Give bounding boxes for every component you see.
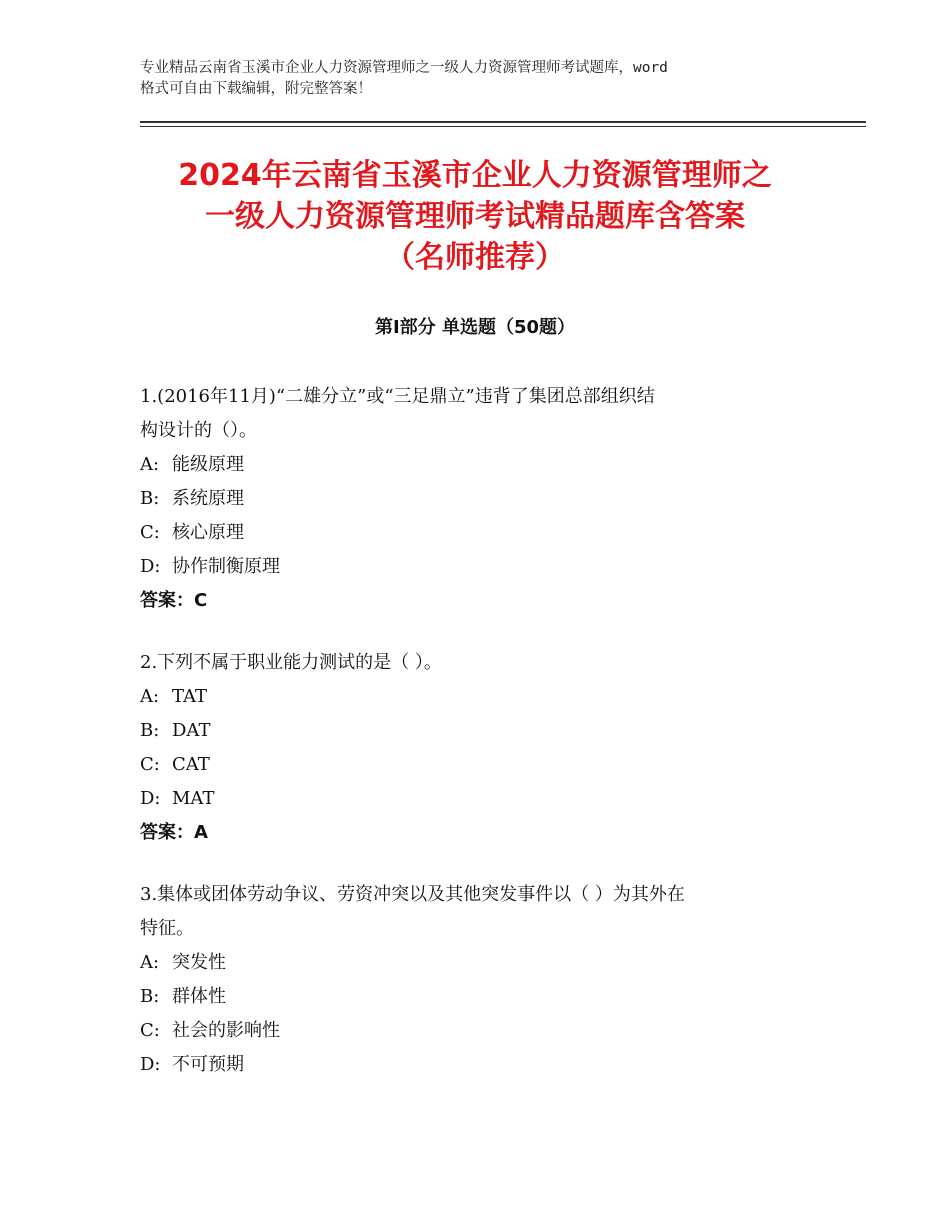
option-letter: C: [140,754,160,775]
option-a [140,448,820,482]
option-letter: D: [140,556,161,577]
option-text: 社会的影响性 [172,1020,280,1041]
option-c [140,1014,820,1048]
question-stem-line: 3.集体或团体劳动争议、劳资冲突以及其他突发事件以（ ）为其外在 [140,884,685,905]
option-letter: D: [140,788,161,809]
option-a [140,946,820,980]
option-text: 群体性 [172,986,226,1007]
option-letter: A: [140,952,160,973]
option-b [140,980,820,1014]
option-letter: B: [140,986,160,1007]
option-text: TAT [172,686,208,707]
answer: 答案：A [140,822,208,843]
option-letter: C: [140,1020,160,1041]
option-letter: A: [140,454,160,475]
document-title-line-1: 2024年云南省玉溪市企业人力资源管理师之 [178,158,772,193]
document-title-line-2: 一级人力资源管理师考试精品题库含答案 [205,199,745,234]
question-stem [140,380,820,448]
option-c [140,516,820,550]
option-c [140,748,820,782]
question-3 [140,878,820,1082]
header-note-line-2: 格式可自由下载编辑，附完整答案！ [140,81,372,97]
question-stem [140,878,820,946]
option-letter: C: [140,522,160,543]
question-list [140,380,820,1110]
document-title [100,155,850,278]
option-text: DAT [172,720,211,741]
option-text: 系统原理 [172,488,244,509]
option-text: 不可预期 [172,1054,244,1075]
document-title-line-3: （名师推荐） [385,240,565,275]
option-b [140,714,820,748]
option-text: 协作制衡原理 [172,556,280,577]
question-2 [140,646,820,850]
question-1 [140,380,820,618]
question-stem-line: 2.下列不属于职业能力测试的是（ ）。 [140,652,442,673]
option-letter: B: [140,488,160,509]
question-stem-line: 1.(2016年11月)“二雄分立”或“三足鼎立”违背了集团总部组织结 [140,386,655,407]
option-text: 突发性 [172,952,226,973]
option-b [140,482,820,516]
option-letter: D: [140,1054,161,1075]
section-heading: 第Ⅰ部分 单选题（50题） [374,317,575,338]
option-letter: B: [140,720,160,741]
header-divider-thick [140,121,866,123]
question-stem-line: 特征。 [140,918,194,939]
option-d [140,782,820,816]
header-divider-thin [140,126,866,127]
option-d [140,550,820,584]
option-letter: A: [140,686,160,707]
header-note-line-1: 专业精品云南省玉溪市企业人力资源管理师之一级人力资源管理师考试题库，word [140,60,668,76]
option-text: 核心原理 [172,522,244,543]
option-text: CAT [172,754,210,775]
option-d [140,1048,820,1082]
option-text: 能级原理 [172,454,244,475]
option-a [140,680,820,714]
question-stem [140,646,820,680]
option-text: MAT [172,788,215,809]
answer: 答案：C [140,590,208,611]
question-stem-line: 构设计的（）。 [140,420,257,441]
header-note [140,58,830,100]
